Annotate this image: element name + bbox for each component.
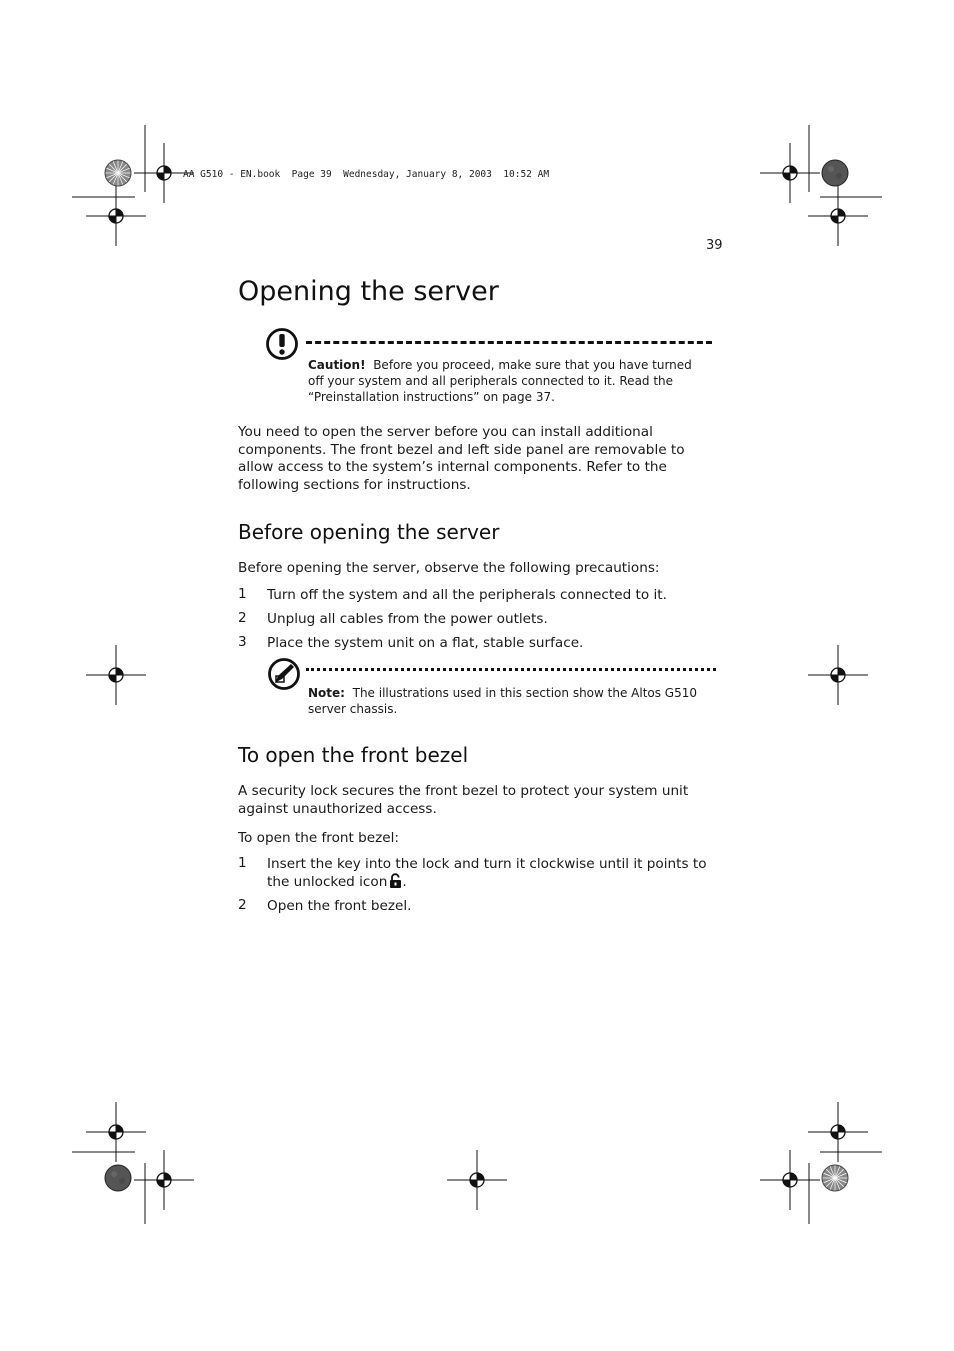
section-heading-open-front-bezel: To open the front bezel bbox=[238, 743, 469, 767]
step-text: Open the front bezel. bbox=[267, 898, 412, 914]
step-text: Turn off the system and all the peripherals connected to it. bbox=[267, 587, 667, 603]
intro-paragraph: You need to open the server before you can install additional components. The front bezel and left side panel are removable to allow access to the system’s internal components. Refer to the following sections for instructions. bbox=[238, 424, 685, 493]
step-number: 2 bbox=[238, 610, 247, 626]
step-number: 2 bbox=[238, 897, 247, 913]
print-metadata: AA G510 - EN.book Page 39 Wednesday, January 8, 2003 10:52 AM bbox=[183, 169, 550, 180]
step-number: 1 bbox=[238, 586, 247, 602]
page-number: 39 bbox=[706, 238, 723, 253]
caution-icon bbox=[265, 327, 299, 361]
caution-divider bbox=[306, 341, 712, 344]
page-title: Opening the server bbox=[238, 276, 499, 307]
note-label: Note: bbox=[308, 686, 345, 700]
note-icon bbox=[267, 657, 301, 691]
caution-text: Caution! Before you proceed, make sure that you have turned off your system and all peripherals connected to it. Read the “Preinstallation instructions” on page 37. bbox=[308, 358, 692, 404]
step-text: Unplug all cables from the power outlets. bbox=[267, 611, 548, 627]
note-text: Note: The illustrations used in this section show the Altos G510 server chassis. bbox=[308, 686, 698, 716]
section2-lead: To open the front bezel: bbox=[238, 830, 400, 846]
step-text: Place the system unit on a flat, stable surface. bbox=[267, 635, 584, 651]
step-number: 3 bbox=[238, 634, 247, 650]
step-text: Insert the key into the lock and turn it clockwise until it points to the unlocked icon . bbox=[267, 856, 707, 890]
section2-paragraph: A security lock secures the front bezel to protect your system unit against unauthorized access. bbox=[238, 783, 689, 817]
section-heading-before-opening: Before opening the server bbox=[238, 520, 500, 544]
section1-lead: Before opening the server, observe the following precautions: bbox=[238, 560, 660, 576]
unlocked-icon bbox=[389, 873, 402, 888]
step-number: 1 bbox=[238, 855, 247, 871]
note-divider bbox=[306, 668, 716, 671]
caution-label: Caution! bbox=[308, 358, 366, 372]
